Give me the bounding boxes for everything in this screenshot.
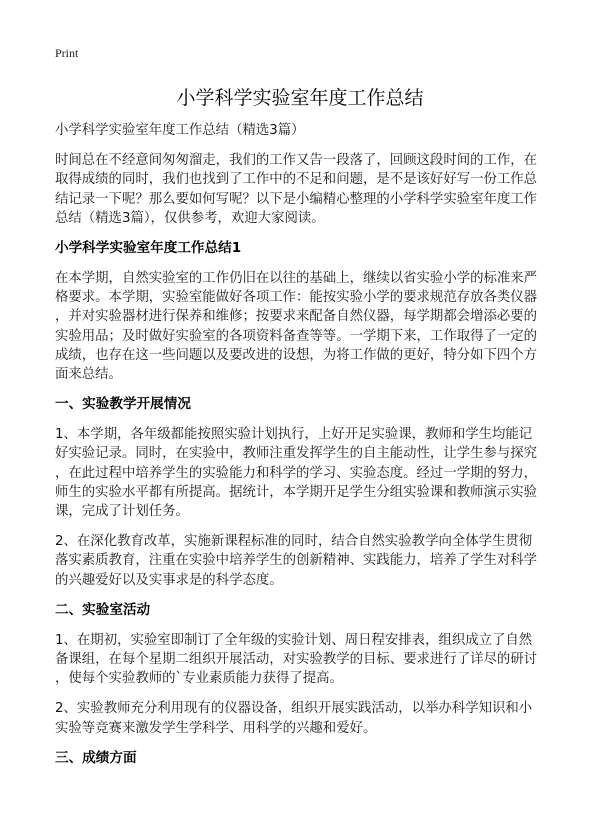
print-link[interactable]: Print: [55, 46, 79, 60]
text-line: ，使每个实验教师的`专业素质能力获得了提高。: [55, 671, 343, 687]
document-body: [55, 121, 555, 779]
section-heading: [55, 239, 555, 258]
text-line: 在本学期，自然实验室的工作仍旧在以往的基础上，继续以省实验小学的标准来严: [55, 271, 538, 287]
text-line: 落实素质教育，注重在实验中培养学生的创新精神、实践能力，培养了学生对科学: [55, 553, 538, 569]
text-line: 1、在期初，实验室即制订了全年级的实验计划、周日程安排表，组织成立了自然: [55, 632, 533, 648]
paragraph: [55, 121, 555, 140]
paragraph: [55, 269, 555, 384]
text-line: 一、实验教学开展情况: [55, 396, 191, 413]
text-line: 二、实验室活动: [55, 601, 151, 618]
paragraph: [55, 532, 555, 590]
section-heading: [55, 395, 555, 414]
text-line: 总结（精选3篇），仅供参考，欢迎大家阅读。: [55, 210, 325, 226]
text-line: 2、实验教师充分利用现有的仪器设备，组织开展实践活动，以举办科学知识和小: [55, 701, 533, 717]
paragraph: [55, 699, 555, 737]
paragraph: [55, 631, 555, 689]
text-line: 课，完成了计划任务。: [55, 504, 189, 520]
text-line: 师生的实验水平都有所提高。据统计，本学期开足学生分组实验课和教师演示实验: [55, 484, 538, 500]
text-line: 结记录一下呢？那么要如何写呢？以下是小编精心整理的小学科学实验室年度工作: [55, 191, 538, 207]
text-line: 实验等竞赛来激发学生学科学、用科学的兴趣和爱好。: [55, 720, 377, 736]
text-line: 1、本学期，各年级都能按照实验计划执行，上好开足实验课，教师和学生均能记: [55, 427, 533, 443]
paragraph: [55, 151, 555, 228]
text-line: ，并对实验器材进行保养和维修；按要求来配备自然仪器，每学期都会增添必要的: [55, 309, 538, 325]
text-line: 成绩，也存在这一些问题以及要改进的设想，为将工作做的更好，特分如下四个方: [55, 347, 538, 363]
text-line: 面来总结。: [55, 367, 122, 383]
text-line: 格要求。本学期，实验室能做好各项工作：能按实验小学的要求规范存放各类仪器: [55, 290, 538, 306]
section-heading: [55, 749, 555, 768]
paragraph: [55, 425, 555, 521]
text-line: 时间总在不经意间匆匆溜走，我们的工作又告一段落了，回顾这段时间的工作，在: [55, 153, 538, 169]
section-heading: [55, 601, 555, 620]
text-line: ，在此过程中培养学生的实验能力和科学的学习、实验态度。经过一学期的努力，: [55, 465, 538, 481]
text-line: 好实验记录。同时，在实验中，教师注重发挥学生的自主能动性，让学生参与探究: [55, 446, 538, 462]
text-line: 小学科学实验室年度工作总结1: [55, 240, 242, 257]
text-line: 小学科学实验室年度工作总结（精选3篇）: [55, 123, 305, 138]
text-line: 实验用品；及时做好实验室的各项资料备查等等。一学期下来，工作取得了一定的: [55, 328, 538, 344]
text-line: 2、在深化教育改革，实施新课程标准的同时，结合自然实验教学向全体学生贯彻: [55, 534, 533, 550]
text-line: 备课组，在每个星期二组织开展活动，对实验教学的目标、要求进行了详尽的研讨: [55, 652, 538, 668]
text-line: 三、成绩方面: [55, 749, 137, 766]
text-line: 取得成绩的同时，我们也找到了工作中的不足和问题，是不是该好好写一份工作总: [55, 172, 538, 188]
text-line: 的兴趣爱好以及实事求是的科学态度。: [55, 572, 283, 588]
page-title: 小学科学实验室年度工作总结: [176, 87, 424, 109]
